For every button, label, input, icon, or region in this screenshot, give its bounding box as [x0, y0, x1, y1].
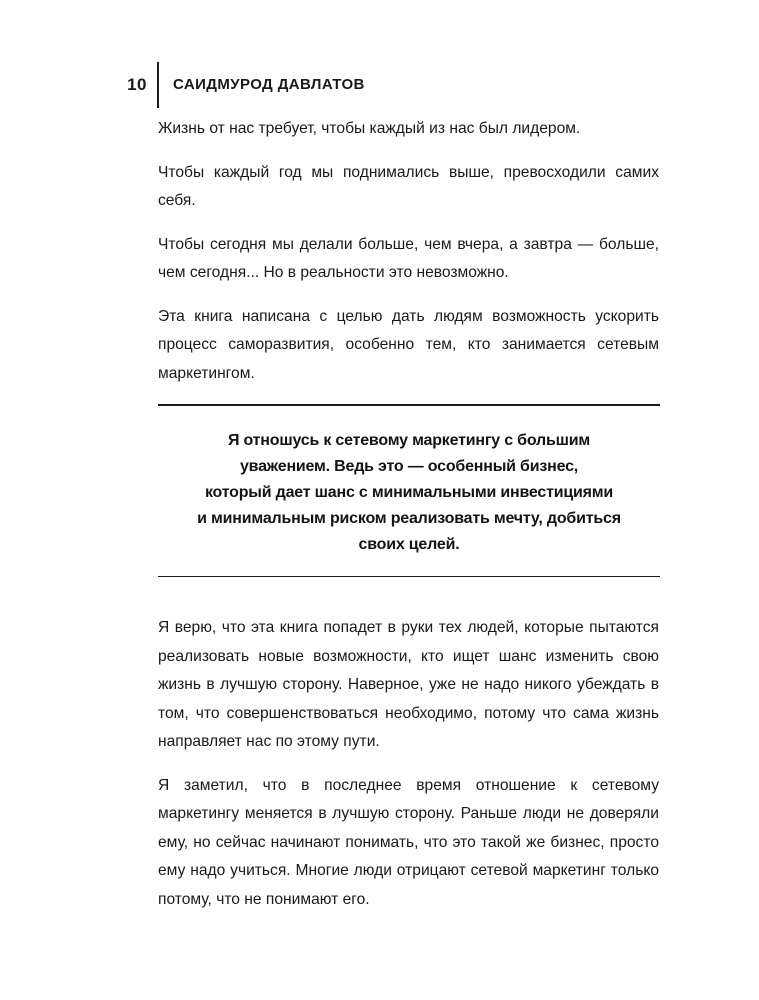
- paragraph: Я верю, что эта книга попадет в руки тех людей, которые пытаются реализовать новые возможности, кто ищет шанс изменить свою жизнь в лучшую сторону. Наверное, уже не надо никого убеждать в том, что совершенствоваться необходимо, потому что сама жизнь направляет нас по этому пути.: [158, 619, 659, 750]
- paragraph: Жизнь от нас требует, чтобы каждый из нас был лидером.: [158, 120, 581, 137]
- pull-quote-line: и минимальным риском реализовать мечту, добиться: [197, 509, 621, 527]
- pull-quote-line: уважением. Ведь это — особенный бизнес,: [239, 457, 579, 475]
- paragraph: Чтобы сегодня мы делали больше, чем вчера, а завтра — больше, чем сегодня... Но в реальности это невозможно.: [158, 235, 659, 281]
- body-text-top: [158, 115, 659, 403]
- pull-quote-line: своих целей.: [358, 535, 460, 553]
- pull-quote-line: Я отношусь к сетевому маркетингу с большим: [227, 431, 591, 449]
- paragraph: Эта книга написана с целью дать людям возможность ускорить процесс саморазвития, особенно тем, кто занимается сетевым маркетингом.: [158, 307, 659, 382]
- quote-top-rule: [158, 404, 660, 406]
- pull-quote: [158, 428, 660, 558]
- author-name: САИДМУРОД ДАВЛАТОВ: [173, 76, 365, 93]
- pull-quote-line: который дает шанс с минимальными инвестициями: [204, 483, 614, 501]
- header-divider: [157, 62, 159, 108]
- page-number: 10: [127, 75, 147, 94]
- pull-quote-block: [158, 404, 660, 577]
- paragraph: Я заметил, что в последнее время отношение к сетевому маркетингу меняется в лучшую сторону. Раньше люди не доверяли ему, но сейчас начинают понимать, что это такой же бизнес, просто ему надо учиться. Многие люди отрицают сетевой маркетинг только потому, что не понимают его.: [158, 776, 659, 908]
- running-head: [0, 62, 759, 108]
- paragraph: Чтобы каждый год мы поднимались выше, превосходили самих себя.: [158, 163, 659, 209]
- quote-bottom-rule: [158, 576, 660, 578]
- body-text-bottom: [158, 614, 659, 929]
